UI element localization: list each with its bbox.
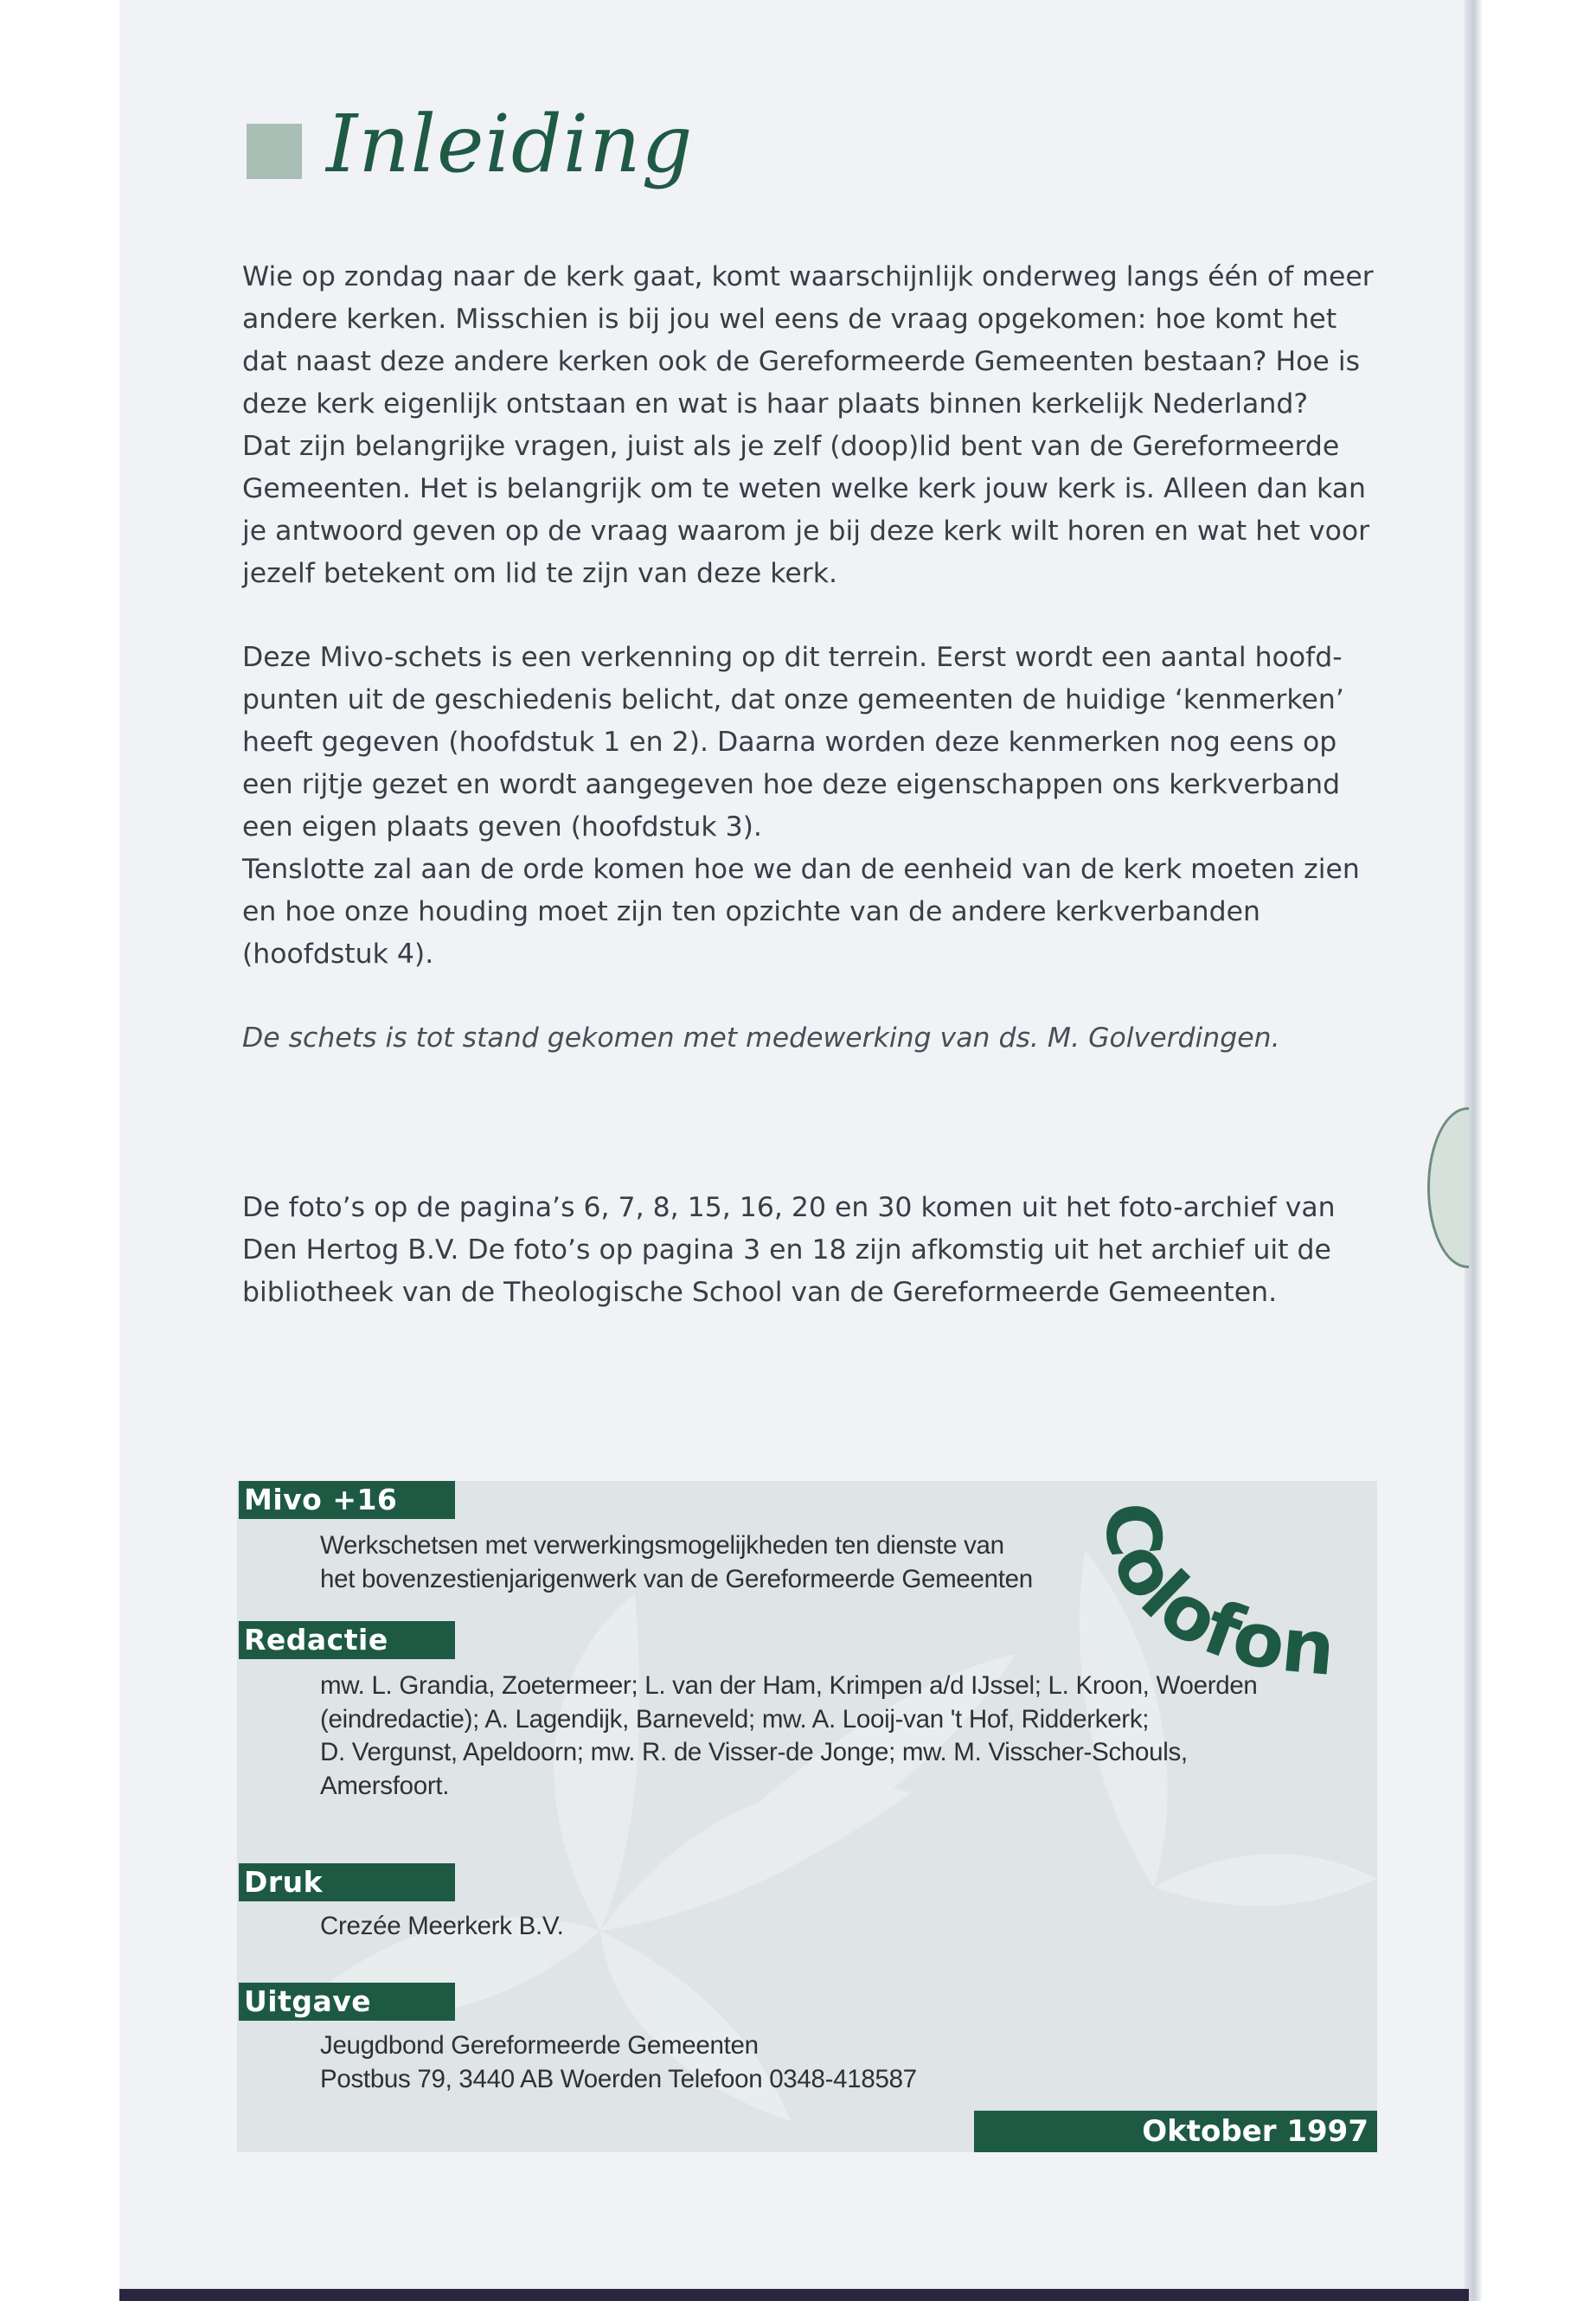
text-line: Werkschetsen met verwerkingsmogelijkheden ten dienste van: [320, 1531, 1004, 1560]
text-line: Deze Mivo-schets is een verkenning op dit terrein. Eerst wordt een aantal hoofd-: [242, 642, 1343, 673]
text-line: punten uit de geschiedenis belicht, dat onze gemeenten de huidige ‘kenmerken’: [242, 684, 1344, 715]
section-label-uitgave: Uitgave: [239, 1983, 455, 2021]
text-line: jezelf betekent om lid te zijn van deze kerk.: [242, 558, 838, 589]
text-line: Wie op zondag naar de kerk gaat, komt waarschijnlijk onderweg langs één of meer: [242, 261, 1374, 292]
heading-square-icon: [247, 124, 302, 179]
text-line: een eigen plaats geven (hoofdstuk 3).: [242, 811, 762, 843]
overview-paragraph: [242, 637, 1384, 976]
section-label-mivo: Mivo +16: [239, 1481, 455, 1519]
next-page-tab-decoration: [1427, 1107, 1508, 1268]
text-line: Tenslotte zal aan de orde komen hoe we dan de eenheid van de kerk moeten zien: [242, 854, 1360, 885]
text-line: (hoofdstuk 4).: [242, 939, 434, 970]
text-line: en hoe onze houding moet zijn ten opzichte van de andere kerkverbanden: [242, 896, 1260, 927]
section-text-druk: [320, 1910, 563, 1944]
date-badge: Oktober 1997: [974, 2111, 1377, 2152]
colofon-title-path: Colofon: [1086, 1498, 1339, 1694]
page-title: Inleiding: [326, 98, 694, 190]
photo-credits-paragraph: [242, 1187, 1384, 1314]
text-line: Gemeenten. Het is belangrijk om te weten welke kerk jouw kerk is. Alleen dan kan: [242, 473, 1366, 504]
text-line: De foto’s op de pagina’s 6, 7, 8, 15, 16, 20 en 30 komen uit het foto-archief van: [242, 1192, 1336, 1223]
text-line: Jeugdbond Gereformeerde Gemeenten: [320, 2031, 759, 2060]
text-line: D. Vergunst, Apeldoorn; mw. R. de Visser-de Jonge; mw. M. Visscher-Schouls,: [320, 1738, 1188, 1766]
text-line: andere kerken. Misschien is bij jou wel eens de vraag opgekomen: hoe komt het: [242, 304, 1337, 335]
bottom-edge-strip: [119, 2289, 1469, 2301]
colofon-title-text: [1086, 1499, 1338, 1693]
section-text-mivo: [320, 1529, 1033, 1596]
text-line: (eindredactie); A. Lagendijk, Barneveld; mw. A. Looij-van 't Hof, Ridderkerk;: [320, 1704, 1150, 1734]
text-line: Postbus 79, 3440 AB Woerden Telefoon 0348-418587: [320, 2064, 917, 2093]
text-line: Dat zijn belangrijke vragen, juist als je zelf (doop)lid bent van de Gereformeerde: [242, 431, 1340, 462]
text-line: deze kerk eigenlijk ontstaan en wat is haar plaats binnen kerkelijk Nederland?: [242, 388, 1309, 420]
text-line: bibliotheek van de Theologische School van de Gereformeerde Gemeenten.: [242, 1277, 1278, 1308]
intro-paragraph: [242, 256, 1384, 595]
text-line: Den Hertog B.V. De foto’s op pagina 3 en 18 zijn afkomstig uit het archief uit de: [242, 1234, 1331, 1266]
text-line: Crezée Meerkerk B.V.: [320, 1912, 564, 1940]
text-line: Amersfoort.: [320, 1771, 450, 1800]
text-line: je antwoord geven op de vraag waarom je bij deze kerk wilt horen en wat het voor: [242, 516, 1370, 547]
text-line: heeft gegeven (hoofdstuk 1 en 2). Daarna worden deze kenmerken nog eens op: [242, 727, 1337, 758]
colofon-heading: [1047, 1462, 1427, 1713]
section-text-uitgave: [320, 2029, 917, 2096]
text-line: het bovenzestienjarigenwerk van de Gereformeerde Gemeenten: [320, 1564, 1033, 1593]
section-label-redactie: Redactie: [239, 1621, 455, 1659]
text-line: dat naast deze andere kerken ook de Gereformeerde Gemeenten bestaan? Hoe is: [242, 346, 1360, 377]
text-line: mw. L. Grandia, Zoetermeer; L. van der Ham, Krimpen a/d IJssel; L. Kroon, Woerden: [320, 1671, 1258, 1700]
text-line: een rijtje gezet en wordt aangegeven hoe deze eigenschappen ons kerkverband: [242, 769, 1341, 800]
credit-line: De schets is tot stand gekomen met medewerking van ds. M. Golverdingen.: [242, 1022, 1280, 1054]
section-label-druk: Druk: [239, 1863, 455, 1901]
